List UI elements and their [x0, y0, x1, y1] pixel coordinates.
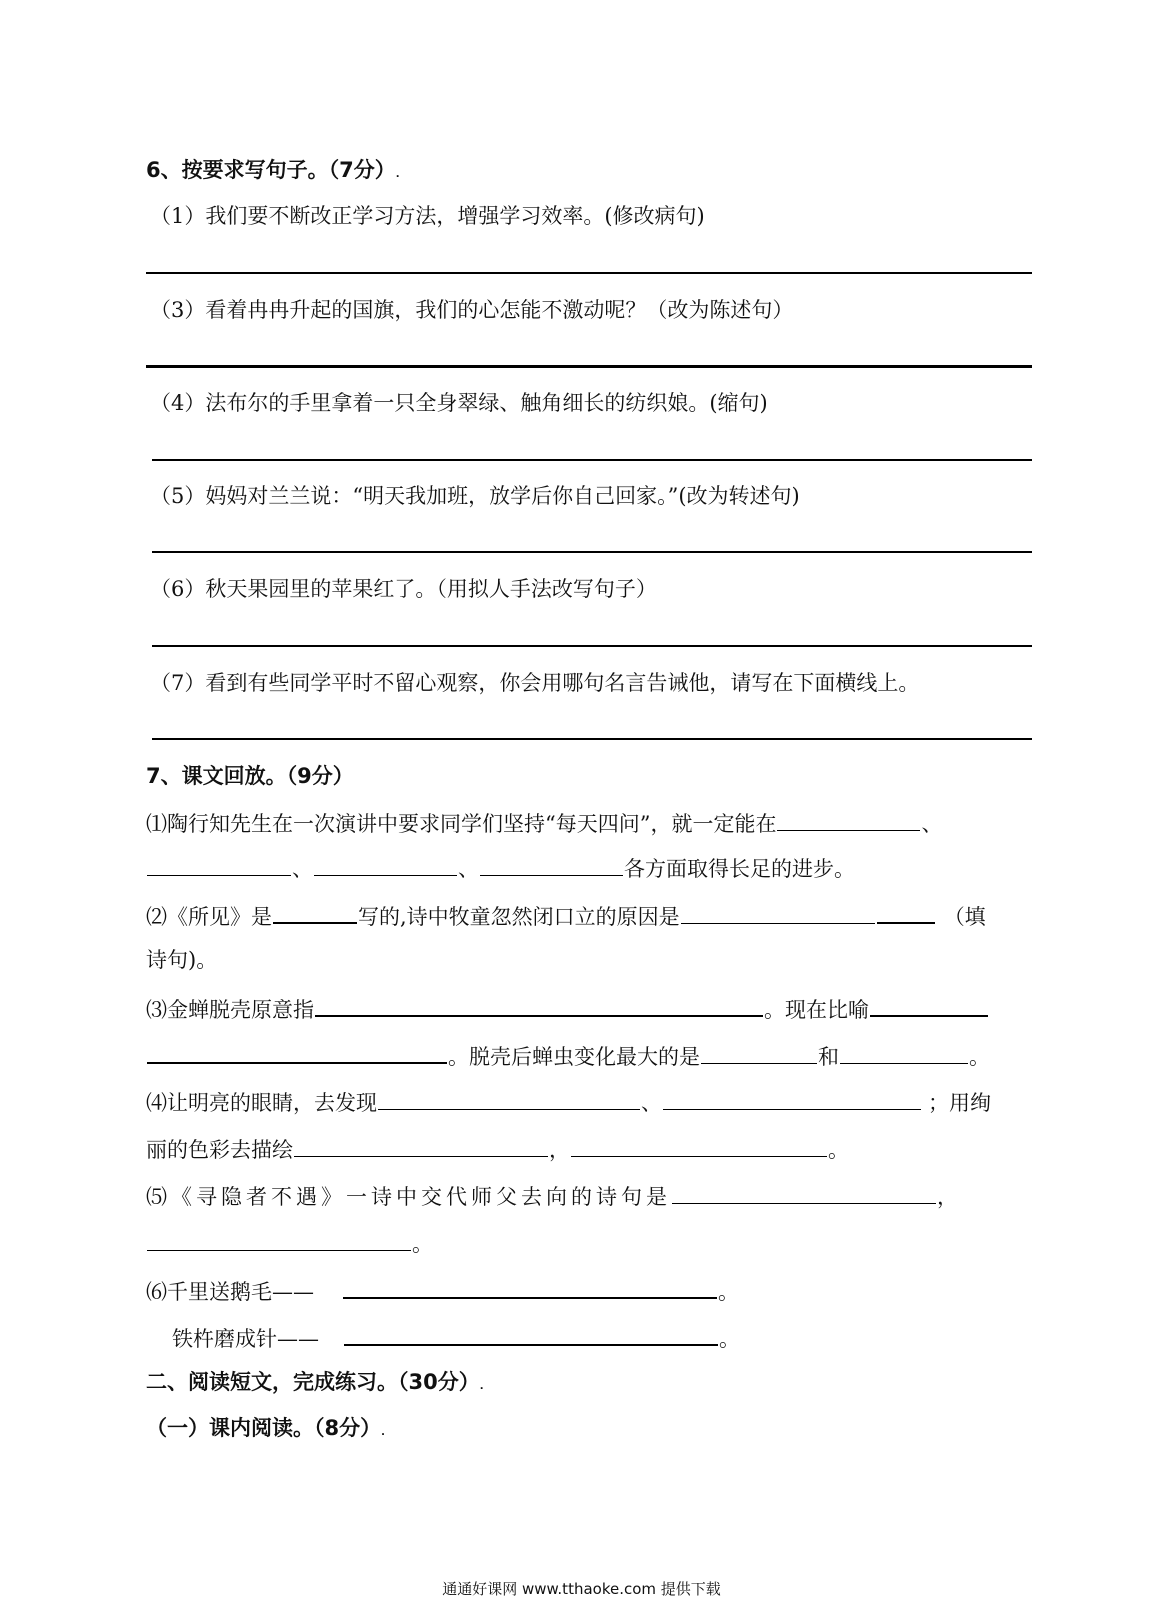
answer-line-1[interactable] — [146, 272, 1032, 274]
blank[interactable] — [147, 1228, 411, 1251]
blank[interactable] — [672, 1181, 936, 1204]
q6-item-3: （3）看着冉冉升起的国旗，我们的心怎能不激动呢？（改为陈述句） — [150, 298, 794, 322]
answer-line-6[interactable] — [152, 645, 1032, 647]
blank[interactable] — [571, 1134, 827, 1157]
part2-title: 二、阅读短文，完成练习。（30分）. — [146, 1370, 484, 1394]
blank[interactable] — [344, 1322, 718, 1346]
q7-title: 7、课文回放。（9分） — [146, 764, 354, 788]
answer-line-4[interactable] — [152, 459, 1032, 461]
q7-item-6-line-2: 铁杵磨成针—— 。 — [172, 1322, 740, 1353]
blank[interactable] — [315, 993, 763, 1017]
blank[interactable] — [480, 853, 623, 876]
q7-item-2-line-2: 诗句)。 — [146, 948, 218, 972]
blank[interactable] — [378, 1087, 640, 1110]
q7-item-3-line-1: ⑶金蝉脱壳原意指 。现在比喻 — [146, 993, 989, 1024]
blank[interactable] — [147, 1040, 447, 1064]
q7-item-6-line-1: ⑹千里送鹅毛—— 。 — [146, 1275, 739, 1306]
blank[interactable] — [681, 901, 875, 924]
q7-item-5-line-1: ⑸《寻隐者不遇》一诗中交代师父去向的诗句是 ， — [146, 1181, 962, 1211]
q6-title: 6、按要求写句子。（7分）. — [146, 158, 400, 182]
q7-item-4-line-1: ⑷让明亮的眼睛，去发现 、 ；用绚 — [146, 1087, 991, 1117]
q7-item-1-line-2: 、 、 各方面取得长足的进步。 — [146, 853, 855, 883]
q7-item-1-line-1: ⑴陶行知先生在一次演讲中要求同学们坚持“每天四问”，就一定能在 、 — [146, 808, 942, 838]
q7-item-3-line-2: 。脱壳后蝉虫变化最大的是 和 。 — [146, 1040, 990, 1071]
answer-line-7[interactable] — [152, 738, 1032, 740]
blank[interactable] — [701, 1041, 817, 1064]
part2-subtitle: （一）课内阅读。（8分）. — [146, 1416, 385, 1440]
blank[interactable] — [147, 853, 291, 876]
blank[interactable] — [663, 1087, 921, 1110]
q6-item-4: （4）法布尔的手里拿着一只全身翠绿、触角细长的纺织娘。(缩句) — [150, 391, 768, 415]
answer-line-3[interactable] — [146, 365, 1032, 368]
blank[interactable] — [840, 1041, 968, 1064]
q6-item-6: （6）秋天果园里的苹果红了。（用拟人手法改写句子） — [150, 577, 657, 601]
blank[interactable] — [273, 900, 357, 924]
q7-item-2-line-1: ⑵《所见》是 写的,诗中牧童忽然闭口立的原因是 （填 — [146, 900, 986, 931]
blank[interactable] — [343, 1275, 717, 1299]
blank[interactable] — [294, 1134, 548, 1157]
q6-item-1: （1）我们要不断改正学习方法，增强学习效率。(修改病句) — [150, 204, 705, 228]
blank[interactable] — [314, 853, 457, 876]
blank[interactable] — [777, 808, 920, 831]
blank[interactable] — [870, 993, 988, 1017]
q6-item-5: （5）妈妈对兰兰说：“明天我加班，放学后你自己回家。”(改为转述句) — [150, 484, 800, 508]
footer-credit: 通通好课网 www.tthaoke.com 提供下载 — [442, 1580, 721, 1598]
q7-item-4-line-2: 丽的色彩去描绘 ， 。 — [146, 1134, 849, 1164]
q6-item-7: （7）看到有些同学平时不留心观察，你会用哪句名言告诫他，请写在下面横线上。 — [150, 671, 920, 695]
answer-line-5[interactable] — [152, 551, 1032, 553]
q7-item-5-line-2: 。 — [146, 1228, 433, 1258]
blank[interactable] — [877, 900, 935, 924]
